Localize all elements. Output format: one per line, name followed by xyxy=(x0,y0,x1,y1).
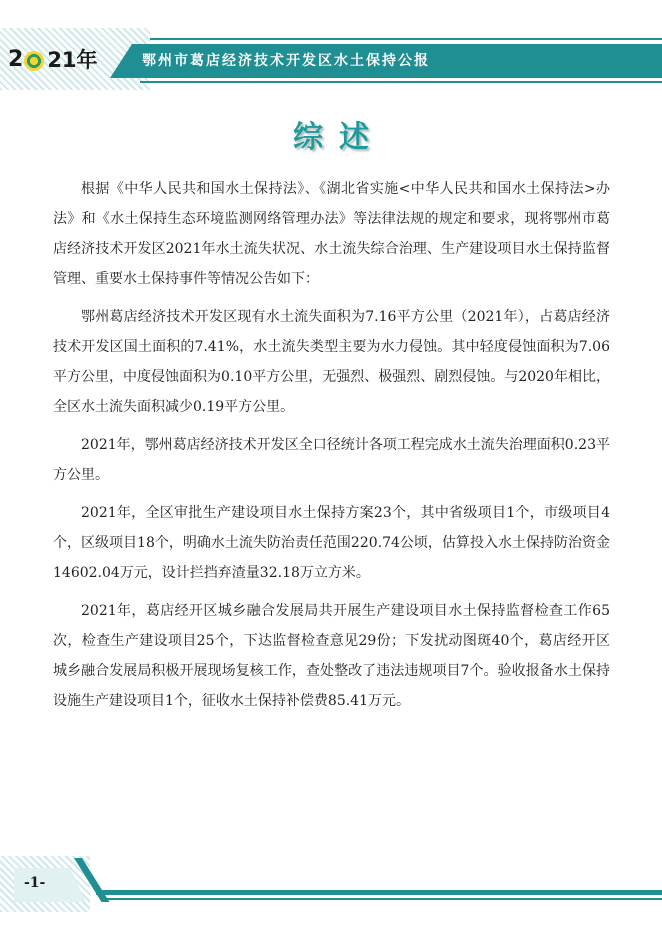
year-logo xyxy=(8,46,98,74)
header-divider-bottom xyxy=(140,81,662,83)
footer-band xyxy=(96,890,662,895)
page-number: -1- xyxy=(24,875,46,891)
paragraph: 鄂州葛店经济技术开发区现有水土流失面积为7.16平方公里（2021年），占葛店经济技术开发区国土面积的7.41%，水土流失类型主要为水力侵蚀。其中轻度侵蚀面积为7.06平方公里，中度侵蚀面积为0.10平方公里，无强烈、极强烈、剧烈侵蚀。与2020年相比，全区水土流失面积减少0.19平方公里。 xyxy=(53,309,610,415)
paragraph: 2021年，鄂州葛店经济技术开发区全口径统计各项工程完成水土流失治理面积0.23平方公里。 xyxy=(53,437,610,483)
year-prefix: 2 xyxy=(8,47,24,72)
paragraph: 2021年，葛店经开区城乡融合发展局共开展生产建设项目水土保持监督检查工作65次，检查生产建设项目25个，下达监督检查意见29份；下发扰动图斑40个，葛店经开区城乡融合发展局积极开展现场复核工作，查处整改了违法违规项目7个。验收报备水土保持设施生产建设项目1个，征收水土保持补偿费85.41万元。 xyxy=(53,603,610,709)
page-header xyxy=(0,0,662,100)
emblem-icon xyxy=(24,51,44,71)
paragraph: 根据《中华人民共和国水土保持法》、《湖北省实施<中华人民共和国水土保持法>办法》和《水土保持生态环境监测网络管理办法》等法律法规的规定和要求，现将鄂州市葛店经济技术开发区2021年水土流失状况、水土流失综合治理、生产建设项目水土保持监督管理、重要水土保持事件等情况公告如下： xyxy=(53,181,610,287)
year-suffix: 21年 xyxy=(47,48,98,72)
header-divider-top xyxy=(150,38,662,40)
page-title: 综述 xyxy=(293,120,385,155)
report-title: 鄂州市葛店经济技术开发区水土保持公报 xyxy=(142,53,430,69)
footer-band-thin xyxy=(100,898,662,900)
page-footer xyxy=(0,852,662,936)
paragraph: 2021年，全区审批生产建设项目水土保持方案23个，其中省级项目1个，市级项目4个，区级项目18个，明确水土流失防治责任范围220.74公顷，估算投入水土保持防治资金14602.04万元，设计拦挡弃渣量32.18万立方米。 xyxy=(53,505,610,581)
body-text xyxy=(53,174,610,724)
